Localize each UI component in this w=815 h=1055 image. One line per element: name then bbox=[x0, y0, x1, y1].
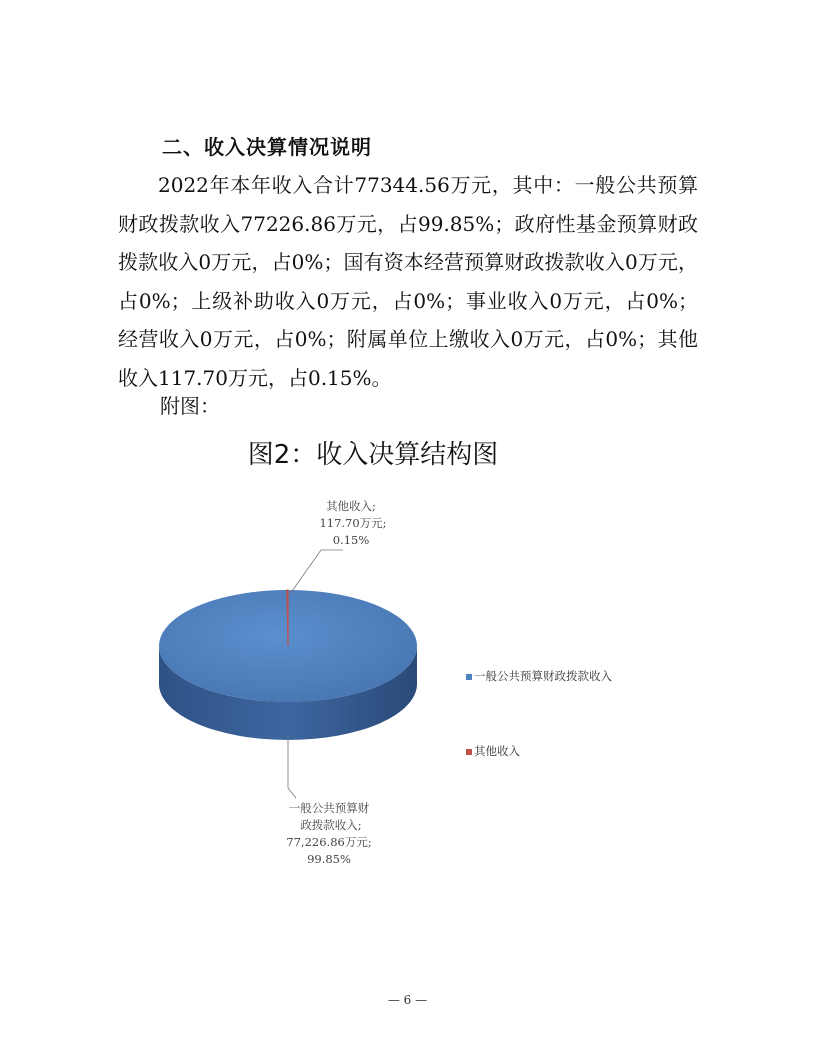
income-structure-chart bbox=[121, 418, 721, 888]
data-label-main-line2: 政拨款收入; bbox=[300, 818, 362, 832]
pie-chart-svg bbox=[121, 418, 721, 888]
income-paragraph: 2022年本年收入合计77344.56万元，其中：一般公共预算财政拨款收入77226.86万元，占99.85%；政府性基金预算财政拨款收入0万元，占0%；国有资本经营预算财政拨款收入0万元，占0%；上级补助收入0万元，占0%；事业收入0万元，占0%；经营收入0万元，占0%；附属单位上缴收入0万元，占0%；其他收入117.70万元，占0.15%。 bbox=[118, 173, 698, 390]
legend-item-other: 其他收入 bbox=[474, 744, 520, 758]
section-heading: 二、收入决算情况说明 bbox=[162, 135, 372, 159]
legend-swatch-main bbox=[466, 674, 472, 680]
figure-label: 附图： bbox=[160, 394, 220, 418]
legend bbox=[466, 669, 612, 758]
data-label-other-line1: 其他收入; bbox=[326, 499, 376, 513]
data-label-main-line1: 一般公共预算财 bbox=[288, 801, 370, 815]
data-label-other-line3: 0.15% bbox=[332, 533, 370, 547]
leader-line-main bbox=[288, 736, 296, 798]
data-label-main-line3: 77,226.86万元; bbox=[286, 835, 372, 849]
leader-line-other bbox=[290, 550, 343, 594]
page-number: — 6 — bbox=[387, 993, 428, 1007]
data-label-main bbox=[286, 801, 371, 866]
data-label-main-line4: 99.85% bbox=[307, 852, 351, 866]
legend-item-main: 一般公共预算财政拨款收入 bbox=[474, 669, 612, 683]
data-label-other bbox=[319, 499, 386, 547]
legend-swatch-other bbox=[466, 749, 472, 755]
chart-title: 图2：收入决算结构图 bbox=[247, 440, 499, 470]
pie-group bbox=[159, 550, 417, 798]
data-label-other-line2: 117.70万元; bbox=[319, 516, 387, 530]
